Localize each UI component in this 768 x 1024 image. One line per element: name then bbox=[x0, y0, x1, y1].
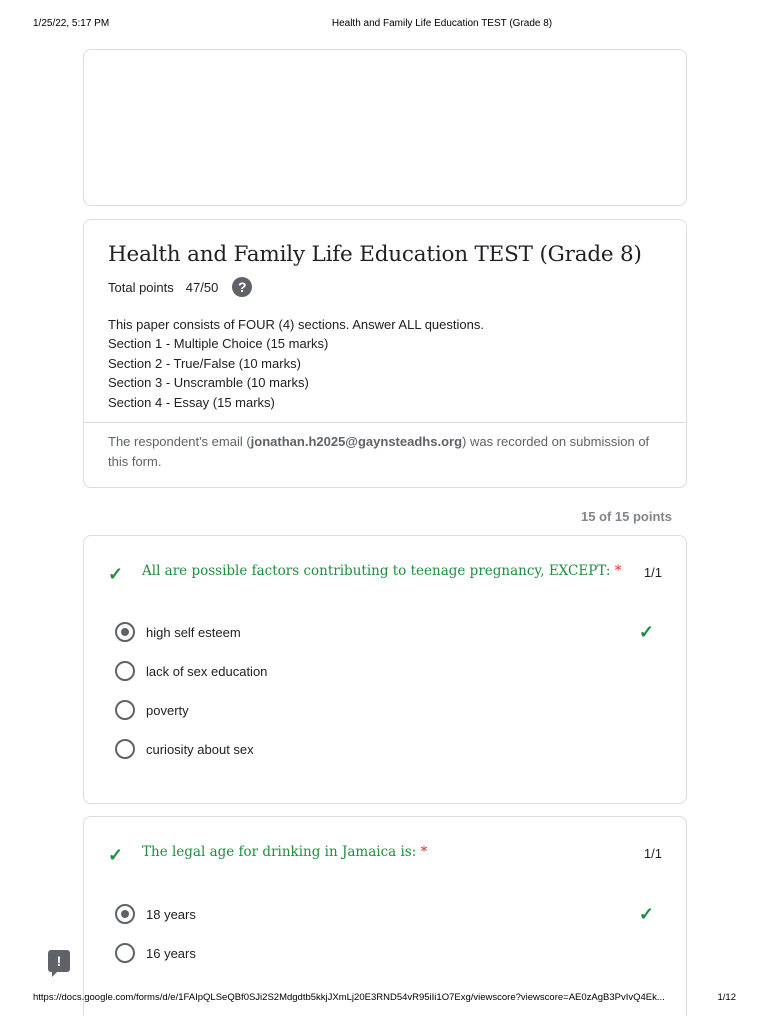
question-card bbox=[83, 816, 687, 1016]
form-description bbox=[108, 315, 484, 412]
question-score: 1/1 bbox=[643, 565, 662, 580]
print-url: https://docs.google.com/forms/d/e/1FAIpQLSeQBf0SJi2S2Mdgdtb5kkjJXmLj20E3RND54vR95iIi1O7Exg/viewscore?viewscore=AE0zAgB3PvIvQ4Ek... bbox=[33, 992, 665, 1003]
total-points-label: Total points bbox=[108, 279, 174, 295]
option-label: 18 years bbox=[146, 906, 196, 922]
required-asterisk: * bbox=[420, 844, 428, 860]
email-recorded-note: The respondent's email (jonathan.h2025@gaynsteadhs.org) was recorded on submission of this form. bbox=[108, 434, 650, 469]
divider bbox=[84, 422, 686, 423]
description-line: Section 2 - True/False (10 marks) bbox=[108, 355, 301, 371]
option-lack-of-sex-education[interactable] bbox=[115, 659, 662, 683]
required-asterisk: * bbox=[614, 563, 622, 579]
question-text: All are possible factors contributing to teenage pregnancy, EXCEPT: * bbox=[142, 563, 622, 579]
option-label: lack of sex education bbox=[146, 663, 268, 679]
print-datetime: 1/25/22, 5:17 PM bbox=[33, 18, 110, 29]
option-label: curiosity about sex bbox=[146, 741, 254, 757]
radio-icon[interactable] bbox=[115, 943, 135, 963]
option-label: high self esteem bbox=[146, 624, 241, 640]
description-line: Section 4 - Essay (15 marks) bbox=[108, 394, 275, 410]
total-points-row bbox=[108, 277, 252, 297]
print-header bbox=[0, 18, 768, 34]
form-title-card bbox=[83, 219, 687, 488]
question-score: 1/1 bbox=[643, 846, 662, 861]
option-18-years[interactable] bbox=[115, 902, 662, 926]
radio-icon[interactable] bbox=[115, 661, 135, 681]
radio-icon[interactable] bbox=[115, 700, 135, 720]
print-page-number: 1/12 bbox=[717, 992, 736, 1003]
question-header bbox=[108, 562, 662, 584]
correct-check-icon: ✓ bbox=[638, 903, 654, 924]
question-text: The legal age for drinking in Jamaica is: * bbox=[142, 844, 428, 860]
print-page-title: Health and Family Life Education TEST (Grade 8) bbox=[331, 18, 553, 29]
respondent-email: jonathan.h2025@gaynsteadhs.org bbox=[250, 434, 463, 449]
section-score: 15 of 15 points bbox=[580, 509, 672, 524]
print-footer bbox=[0, 992, 768, 1008]
radio-icon[interactable] bbox=[115, 739, 135, 759]
option-16-years[interactable] bbox=[115, 941, 662, 965]
total-points-value: 47/50 bbox=[185, 279, 219, 295]
option-poverty[interactable] bbox=[115, 698, 662, 722]
option-high-self-esteem[interactable] bbox=[115, 620, 662, 644]
description-line: Section 3 - Unscramble (10 marks) bbox=[108, 375, 309, 391]
correct-check-icon: ✓ bbox=[108, 564, 124, 584]
radio-selected-icon[interactable] bbox=[115, 904, 135, 924]
correct-check-icon: ✓ bbox=[108, 845, 124, 865]
description-line: This paper consists of FOUR (4) sections. Answer ALL questions. bbox=[108, 317, 484, 332]
form-title: Health and Family Life Education TEST (Grade 8) bbox=[108, 242, 642, 267]
question-mark-icon[interactable]: ? bbox=[232, 277, 252, 297]
report-feedback-icon[interactable]: ! bbox=[48, 950, 70, 972]
option-curiosity-about-sex[interactable] bbox=[115, 737, 662, 761]
question-header bbox=[108, 843, 662, 865]
radio-selected-icon[interactable] bbox=[115, 622, 135, 642]
option-label: 16 years bbox=[146, 945, 196, 961]
question-card bbox=[83, 535, 687, 804]
correct-check-icon: ✓ bbox=[638, 621, 654, 642]
description-line: Section 1 - Multiple Choice (15 marks) bbox=[108, 336, 329, 352]
header-banner-card bbox=[83, 49, 687, 206]
option-label: poverty bbox=[146, 702, 189, 718]
